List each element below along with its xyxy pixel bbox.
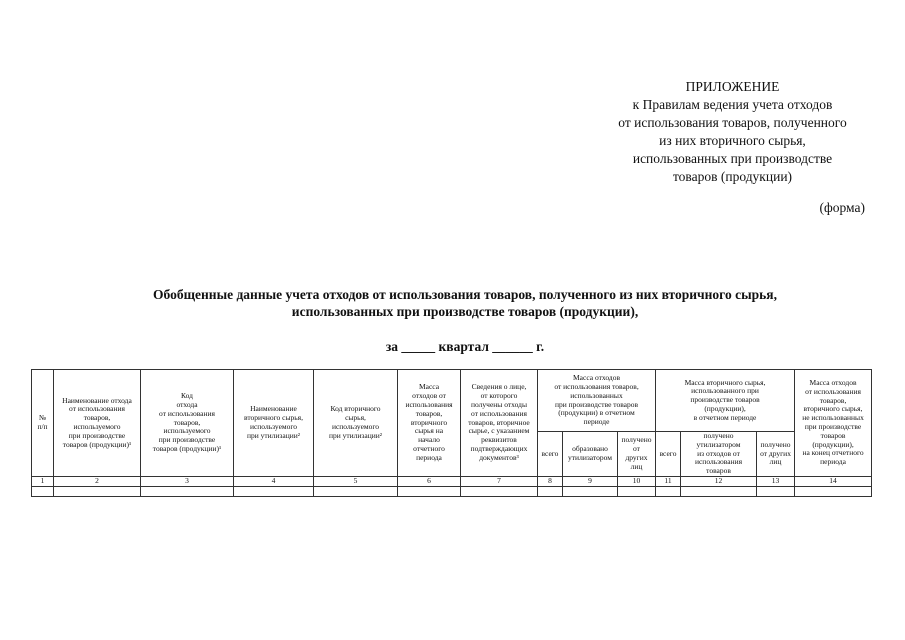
- header-mass-end: Масса отходов от использования товаров, вторичного сырья, не использованных при производстве товаров (продукции), на конец отчетного периода: [795, 370, 872, 477]
- empty-cell[interactable]: [656, 486, 681, 496]
- empty-data-row: [32, 486, 872, 496]
- column-numbers-row: [32, 476, 872, 486]
- appendix-line: от использования товаров, полученного: [618, 115, 847, 130]
- appendix-line: ПРИЛОЖЕНИЕ: [685, 79, 780, 94]
- appendix-line: из них вторичного сырья,: [659, 133, 806, 148]
- appendix-line: к Правилам ведения учета отходов: [632, 97, 833, 112]
- column-number: 10: [618, 476, 656, 486]
- empty-cell[interactable]: [563, 486, 618, 496]
- empty-cell[interactable]: [398, 486, 461, 496]
- header-waste-name: Наименование отхода от использования товаров, используемого при производстве товаров (продукции)¹: [54, 370, 141, 477]
- column-number: 11: [656, 476, 681, 486]
- empty-cell[interactable]: [795, 486, 872, 496]
- empty-cell[interactable]: [32, 486, 54, 496]
- column-number: 4: [234, 476, 314, 486]
- empty-cell[interactable]: [314, 486, 398, 496]
- header-waste-code: Код отхода от использования товаров, используемого при производстве товаров (продукции)¹: [141, 370, 234, 477]
- column-number: 9: [563, 476, 618, 486]
- column-number: 12: [681, 476, 757, 486]
- header-waste-total: всего: [538, 432, 563, 477]
- empty-cell[interactable]: [538, 486, 563, 496]
- header-number: № п/п: [32, 370, 54, 477]
- header-raw-total: всего: [656, 432, 681, 477]
- title-line-1: Обобщенные данные учета отходов от использования товаров, полученного из них вторичного сырья,: [153, 287, 777, 302]
- header-supplier-info: Сведения о лице, от которого получены отходы от использования товаров, вторичное сырье, с указанием реквизитов подтверждающих документов³: [461, 370, 538, 477]
- header-group-raw-mass: Масса вторичного сырья, использованного при производстве товаров (продукции), в отчетном периоде: [656, 370, 795, 432]
- appendix-line: использованных при производстве: [632, 151, 833, 166]
- header-waste-from-others: получено от других лиц: [618, 432, 656, 477]
- header-group-waste-mass: Масса отходов от использования товаров, использованных при производстве товаров (продукции) в отчетном периоде: [538, 370, 656, 432]
- document-title: [60, 286, 870, 320]
- form-mark: (форма): [819, 200, 865, 215]
- header-raw-from-others: получено от других лиц: [757, 432, 795, 477]
- empty-cell[interactable]: [234, 486, 314, 496]
- column-number: 6: [398, 476, 461, 486]
- header-mass-start: Масса отходов от использования товаров, вторичного сырья на начало отчетного периода: [398, 370, 461, 477]
- empty-cell[interactable]: [757, 486, 795, 496]
- column-number: 14: [795, 476, 872, 486]
- header-raw-material-name: Наименование вторичного сырья, используемого при утилизации²: [234, 370, 314, 477]
- column-number: 7: [461, 476, 538, 486]
- column-number: 5: [314, 476, 398, 486]
- header-raw-by-utilizer: получено утилизатором из отходов от использования товаров: [681, 432, 757, 477]
- column-number: 2: [54, 476, 141, 486]
- empty-cell[interactable]: [618, 486, 656, 496]
- empty-cell[interactable]: [461, 486, 538, 496]
- column-number: 1: [32, 476, 54, 486]
- header-raw-material-code: Код вторичного сырья, используемого при утилизации²: [314, 370, 398, 477]
- column-number: 13: [757, 476, 795, 486]
- appendix-block: [575, 78, 890, 186]
- column-number: 8: [538, 476, 563, 486]
- appendix-line: товаров (продукции): [672, 169, 793, 184]
- title-line-2: использованных при производстве товаров (продукции),: [291, 304, 639, 319]
- column-number: 3: [141, 476, 234, 486]
- empty-cell[interactable]: [54, 486, 141, 496]
- empty-cell[interactable]: [141, 486, 234, 496]
- quarter-line: за _____ квартал ______ г.: [385, 339, 545, 354]
- empty-cell[interactable]: [681, 486, 757, 496]
- waste-accounting-table: [31, 369, 872, 497]
- header-waste-by-utilizer: образовано утилизатором: [563, 432, 618, 477]
